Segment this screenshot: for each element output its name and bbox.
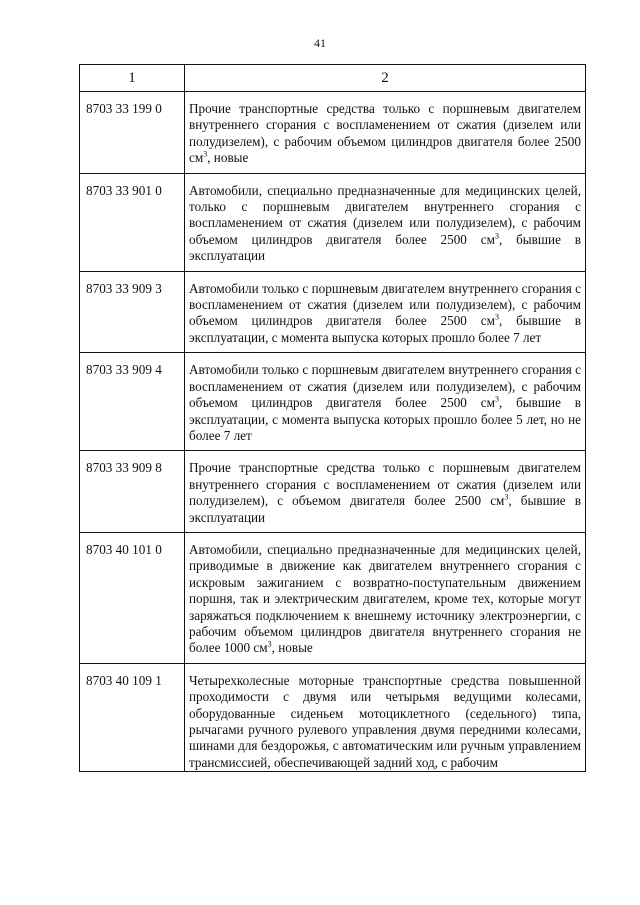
table-header-row [80, 65, 586, 92]
commodity-code: 8703 33 909 3 [80, 271, 185, 353]
table-row [80, 271, 586, 353]
tariff-table [79, 64, 586, 772]
table-row [80, 353, 586, 451]
commodity-description: Автомобили, специально предназначенные для медицинских целей, приводимые в движение как двигателем внутреннего сгорания с искровым зажиганием с возвратно-поступательным движением поршня, так и электрическим двигателем, кроме тех, которые могут заряжаться подключением к внешнему источнику электроэнергии, с рабочим объемом цилиндров двигателя внутреннего сгорания не более 1000 $см^3$, новые [185, 532, 586, 663]
commodity-code: 8703 40 101 0 [80, 532, 185, 663]
page-number: 41 [314, 36, 326, 50]
table-row [80, 173, 586, 271]
commodity-description: Четырехколесные моторные транспортные средства повышенной проходимости с двумя или четырьмя ведущими колесами, оборудованные сиденьем мотоциклетного (седельного) типа, рычагами ручного рулевого управления двумя передними колесами, шинами для бездорожья, с автоматическим или ручным управлением трансмиссией, обеспечивающей задний ход, с рабочим [185, 663, 586, 771]
table-row [80, 92, 586, 174]
commodity-code: 8703 40 109 1 [80, 663, 185, 771]
table-row [80, 663, 586, 771]
commodity-description: Автомобили только с поршневым двигателем внутреннего сгорания с воспламенением от сжатия (дизелем или полудизелем), с рабочим объемом цилиндров двигателя более 2500 $см^3$, бывшие в эксплуатации, с момента выпуска которых прошло более 5 лет, но не более 7 лет [185, 353, 586, 451]
column-header-1: 1 [80, 65, 185, 92]
column-header-2: 2 [185, 65, 586, 92]
commodity-description: Автомобили, специально предназначенные для медицинских целей, только с поршневым двигателем внутреннего сгорания с воспламенением от сжатия (дизелем или полудизелем), с рабочим объемом цилиндров двигателя более 2500 $см^3$, бывшие в эксплуатации [185, 173, 586, 271]
table-row [80, 532, 586, 663]
commodity-code: 8703 33 909 8 [80, 451, 185, 533]
commodity-description: Прочие транспортные средства только с поршневым двигателем внутреннего сгорания с воспламенением от сжатия (дизелем или полудизелем), с объемом двигателя более 2500 $см^3$, бывшие в эксплуатации [185, 451, 586, 533]
commodity-code: 8703 33 901 0 [80, 173, 185, 271]
commodity-code: 8703 33 199 0 [80, 92, 185, 174]
commodity-description: Прочие транспортные средства только с поршневым двигателем внутреннего сгорания с воспламенением от сжатия (дизелем или полудизелем), с рабочим объемом цилиндров двигателя более 2500 $см^3$, новые [185, 92, 586, 174]
table-row [80, 451, 586, 533]
commodity-code: 8703 33 909 4 [80, 353, 185, 451]
commodity-description: Автомобили только с поршневым двигателем внутреннего сгорания с воспламенением от сжатия (дизелем или полудизелем), с рабочим объемом цилиндров двигателя более 2500 $см^3$, бывшие в эксплуатации, с момента выпуска которых прошло более 7 лет [185, 271, 586, 353]
